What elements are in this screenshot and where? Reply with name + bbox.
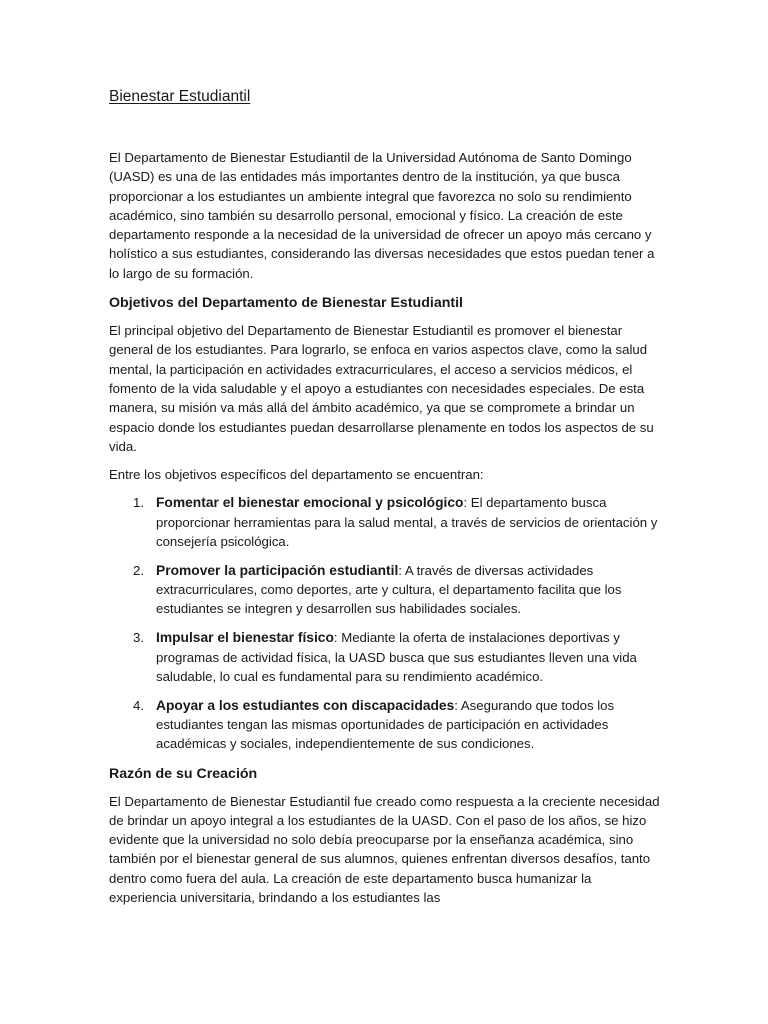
- list-item-text: : El departamento busca proporcionar herramientas para la salud mental, a través de servicios de orientación y consejería psicológica.: [156, 495, 658, 550]
- list-item-number: 2.: [133, 562, 144, 578]
- list-item-number: 4.: [133, 697, 144, 713]
- list-item-title: Promover la participación estudiantil: [156, 562, 399, 578]
- document-title: Bienestar Estudiantil: [109, 88, 251, 105]
- list-item: [133, 561, 661, 619]
- list-item-text: : Mediante la oferta de instalaciones deportivas y programas de actividad física, la UASD busca que sus estudiantes lleven una vida saludable, lo cual es fundamental para su rendimiento académico.: [156, 630, 637, 684]
- list-item-number: 1.: [133, 495, 144, 511]
- intro-paragraph: El Departamento de Bienestar Estudiantil de la Universidad Autónoma de Santo Domingo (UASD) es una de las entidades más importantes dentro de la institución, ya que busca proporcionar a los estudiantes un ambiente integral que favorezca no solo su rendimiento académico, sino también su desarrollo personal, emocional y físico. La creación de este departamento responde a la necesidad de la universidad de ofrecer un apoyo más cercano y holístico a sus estudiantes, considerando las diversas necesidades que estos puedan tener a lo largo de su formación.: [109, 150, 655, 281]
- list-item: [133, 696, 661, 754]
- list-item: [133, 628, 661, 686]
- objectives-intro-paragraph: Entre los objetivos específicos del departamento se encuentran:: [109, 467, 484, 483]
- list-item-number: 3.: [133, 630, 144, 646]
- creation-paragraph: El Departamento de Bienestar Estudiantil fue creado como respuesta a la creciente necesidad de brindar un apoyo integral a los estudiantes de la UASD. Con el paso de los años, se hizo evidente que la universidad no solo debía preocuparse por la enseñanza académica, sino también por el bienestar general de sus alumnos, quienes enfrentan diversos desafíos, tanto dentro como fuera del aula. La creación de este departamento busca humanizar la experiencia universitaria, brindando a los estudiantes las: [109, 793, 660, 905]
- document-page: [109, 86, 661, 916]
- objectives-list: [109, 493, 661, 753]
- list-item-title: Apoyar a los estudiantes con discapacidades: [156, 697, 455, 713]
- list-item-title: Impulsar el bienestar físico: [156, 630, 334, 646]
- list-item: [133, 493, 661, 551]
- list-item-text: : A través de diversas actividades extracurriculares, como deportes, arte y cultura, el departamento facilita que los estudiantes se integren y desarrollen sus habilidades sociales.: [156, 562, 622, 617]
- list-item-text: : Asegurando que todos los estudiantes tengan las mismas oportunidades de participación en actividades académicas y sociales, independientemente de sus condiciones.: [156, 697, 615, 752]
- list-item-title: Fomentar el bienestar emocional y psicológico: [156, 495, 464, 511]
- objectives-paragraph: El principal objetivo del Departamento de Bienestar Estudiantil es promover el bienestar general de los estudiantes. Para lograrlo, se enfoca en varios aspectos clave, como la salud mental, la participación en actividades extracurriculares, el acceso a servicios médicos, el fomento de la vida saludable y el apoyo a estudiantes con necesidades especiales. De esta manera, su misión va más allá del ámbito académico, ya que se compromete a brindar un espacio donde los estudiantes puedan desarrollarse plenamente en todos los aspectos de su vida.: [109, 323, 654, 454]
- section-heading-creation: Razón de su Creación: [109, 765, 258, 782]
- section-heading-objectives: Objetivos del Departamento de Bienestar Estudiantil: [109, 295, 463, 312]
